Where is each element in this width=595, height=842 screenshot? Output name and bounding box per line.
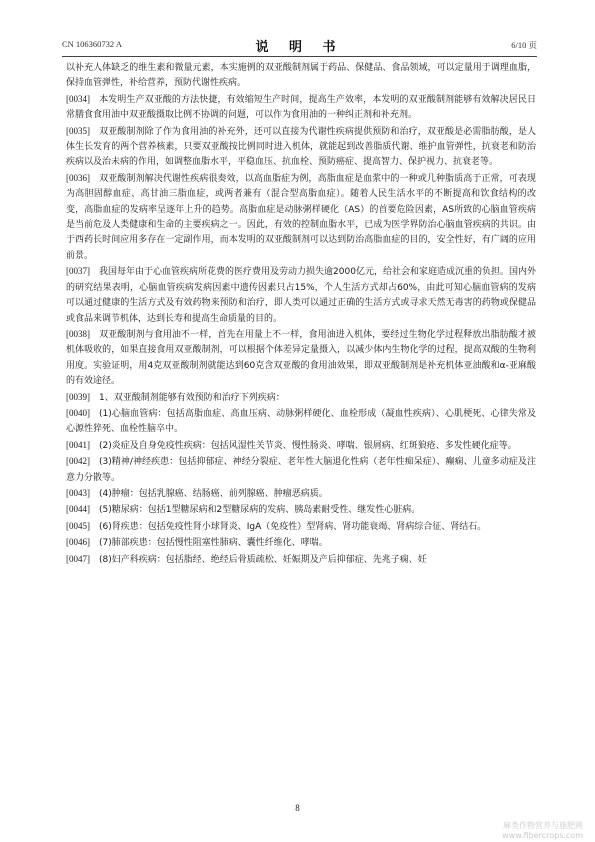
paragraph-text: (7)肺部疾患：包括慢性阻塞性肺病、囊性纤维化、哮喘。 — [99, 538, 328, 549]
paragraph — [66, 264, 536, 327]
paragraph — [66, 406, 536, 438]
document-body — [66, 61, 536, 568]
paragraph-number: [0037] — [66, 266, 90, 277]
paragraph-text: (6)肾疾患：包括免疫性肾小球肾炎、IgA（免疫性）型肾病、肾功能衰竭、肾病综合征、肾结石。 — [99, 521, 487, 532]
paragraph — [66, 92, 536, 124]
paragraph-text: (4)肿瘤：包括乳腺癌、结肠癌、前列腺癌、肿瘤恶病质。 — [99, 488, 328, 499]
paragraph-text: (3)精神/神经疾患：包括抑郁症、神经分裂症、老年性大脑退化性病（老年性痴呆症）、癫痫、儿童多动症及注意力分散等。 — [66, 457, 536, 483]
paragraph-number: [0040] — [66, 407, 90, 418]
paragraph — [66, 454, 536, 486]
paragraph — [66, 124, 536, 171]
paragraph-text: 我国每年由于心血管疾病所花费的医疗费用及劳动力损失逾2000亿元，给社会和家庭造成沉重的负担。国内外的研究结果表明，心脑血管疾病发病因素中遗传因素只占15%，个人生活方式却占60%，由此可知心脑血管病的发病可以通过健康的生活方式及有效药物来预防和治疗，即人类可以通过正确的生活方式或寻求天然无毒害的药物或保健品或食品来调节机体，达到长寿和提高生命质量的目的。 — [66, 267, 536, 324]
paragraph — [66, 502, 536, 518]
paragraph — [66, 486, 536, 502]
watermark-title: 麻类作物营养与施肥网 — [503, 821, 583, 830]
paragraph — [66, 552, 536, 568]
paragraph-text: (1)心脑血管病：包括高脂血症、高血压病、动脉粥样硬化、血栓形成（凝血性疾病）、心肌梗死、心律失常及心源性猝死、血栓性脑卒中。 — [66, 408, 536, 435]
paragraph — [66, 535, 536, 551]
paragraph-number: [0036] — [66, 172, 90, 183]
paragraph-text: 双亚酸制剂除了作为食用油的补充外，还可以直接为代谢性疾病提供预防和治疗，双亚酸是必需脂肪酸，是人体生长发育的两个营养核素，只要双亚酸按比例同时进入机体，就能起到改善脂质代谢、维护血管弹性，抗衰老和防治疾病以及治未病的作用，如调整血脂水平，平稳血压、抗血栓、预防癌症、提高智力、保护视力、抗衰老等。 — [66, 126, 536, 168]
paragraph — [66, 327, 536, 390]
paragraph-number: [0038] — [66, 328, 90, 339]
watermark — [502, 821, 583, 841]
paragraph-text: 1、双亚酸制剂能够有效预防和治疗下列疾病： — [99, 392, 285, 403]
paragraph — [66, 519, 536, 535]
paragraph-text: 本发明生产双亚酸的方法快捷，有效缩短生产时间，提高生产效率，本发明的双亚酸制剂能够有效解决居民日常膳食食用油中双亚酸摄取比例不协调的问题，可以作为食用油的一种纠正剂和补充剂。 — [66, 94, 536, 121]
paragraph-number: [0034] — [66, 93, 90, 104]
paragraph-number: [0045] — [66, 520, 90, 531]
paragraph-number: [0043] — [66, 487, 90, 498]
paragraph — [66, 438, 536, 454]
paragraph-number: [0035] — [66, 125, 90, 136]
continued-paragraph: 以补充人体缺乏的维生素和微量元素，本实施例的双亚酸制剂属于药品、保健品、食品领域，可以定量用于调理血脂，保持血管弹性，补给营养，预防代谢性疾病。 — [66, 63, 536, 89]
paragraph-text: (2)炎症及自身免疫性疾病：包括风湿性关节炎、慢性肠炎、哮喘、银屑病、红斑狼疮、多发性硬化症等。 — [99, 440, 517, 451]
paragraph-number: [0039] — [66, 391, 90, 402]
document-title: 说 明 书 — [255, 40, 344, 55]
page-header — [62, 36, 537, 54]
paragraph-text: (5)糖尿病：包括1型糖尿病和2型糖尿病的发病、胰岛素耐受性、继发性心脏病。 — [99, 505, 421, 516]
paragraph-number: [0041] — [66, 439, 90, 450]
paragraph-text: (8)妇产科疾病：包括脂经、绝经后骨质疏松、妊娠期及产后抑郁症、先兆子痫、妊 — [99, 554, 427, 565]
paragraph-number: [0042] — [66, 456, 90, 467]
paragraph-text: 双亚酸制剂解决代谢性疾病很奏效，以高血脂症为例，高脂血症是血浆中的一种或几种脂质高于正常，可表现为高胆固醇血症、高甘油三脂血症，或两者兼有（混合型高脂血症）。随着人民生活水平的不断提高和饮食结构的改变，高脂血症的发病率呈逐年上升的趋势。高脂血症是动脉粥样硬化（AS）的首要危险因素，AS所致的心脑血管疾病是当前危及人类健康和生命的主要疾病之一。因此，有效的控制血脂水平，已成为医学界防治心脑血管疾病的共识。由于西药长时间应用多存在一定副作用，而本发明的双亚酸制剂可以达到防治高脂血症的目的，安全性好，有广阔的应用前景。 — [66, 173, 536, 261]
page-number: 8 — [295, 803, 300, 813]
paragraph-text: 双亚酸制剂与食用油不一样，首先在用量上不一样，食用油进入机体，要经过生物化学过程释放出脂肪酸才被机体吸收的，如果直接食用双亚酸制剂，可以根据个体差异定量摄入，以减少体内生物化学的过程，提高双酸的生物利用度。实验证明，用4克双亚酸制剂就能达到60克含双亚酸的食用油效果，即双亚酸制剂是补充机体亚油酸和α-亚麻酸的有效途径。 — [66, 329, 536, 387]
page-indicator: 6/10 页 — [511, 40, 537, 50]
watermark-url: www.fibercrops.com — [502, 831, 583, 840]
patent-number: CN 106360732 A — [62, 39, 122, 49]
paragraph-number: [0044] — [66, 504, 90, 515]
paragraph — [66, 171, 536, 264]
paragraph-number: [0046] — [66, 537, 90, 548]
paragraph — [66, 390, 536, 406]
paragraph-number: [0047] — [66, 553, 90, 564]
header-divider — [62, 56, 537, 57]
